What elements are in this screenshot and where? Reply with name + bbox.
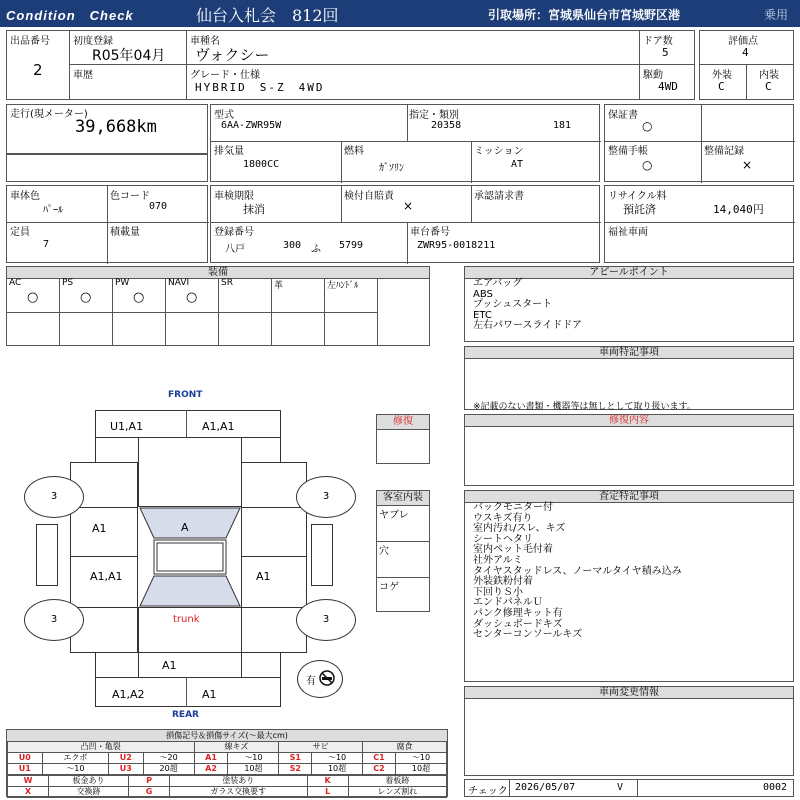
equipment-label: PW	[115, 278, 130, 288]
ext-value: C	[718, 80, 725, 93]
interior-hole: 穴	[379, 546, 389, 557]
door-fr	[241, 507, 307, 557]
drive-cell	[639, 64, 695, 100]
warranty-label: 保証書	[608, 110, 638, 121]
doors-value: 5	[662, 46, 669, 59]
ccode-label: 色コード	[110, 191, 150, 202]
check-number: 0002	[763, 782, 788, 793]
legend-code: U1	[8, 764, 43, 775]
disp-label: 排気量	[214, 146, 244, 157]
mirror-left	[36, 524, 58, 586]
ext-cell	[699, 64, 747, 100]
inspection-item: 外装鉄粉付着	[473, 576, 533, 588]
desig-value: 20358	[431, 120, 462, 131]
mileage-value: 39,668km	[75, 117, 157, 137]
legend-table	[7, 741, 447, 775]
tire-fr: 3	[296, 476, 356, 518]
legend-desc: ガラス交換要す	[170, 787, 308, 798]
roof-glass	[138, 506, 242, 608]
check-date: 2026/05/07	[515, 782, 576, 793]
hood-mark: A	[181, 521, 189, 534]
load-label: 積載量	[110, 227, 140, 238]
int-value: C	[765, 80, 772, 93]
recycle-fee: 14,040円	[713, 203, 764, 216]
legend-desc: 〜10	[42, 764, 108, 775]
legend-code: U3	[109, 764, 144, 775]
appeal-item: 左右パワースライドドア	[473, 320, 582, 331]
repair-content-panel	[464, 414, 794, 486]
legend-desc: 〜10	[312, 753, 363, 764]
manual-value: ○	[642, 158, 653, 172]
rear-corner-r	[241, 652, 281, 678]
inspection-item: シートヘタリ	[473, 533, 533, 545]
drive-value: 4WD	[658, 80, 678, 93]
legend-group: 凸凹・亀裂	[8, 742, 195, 753]
appeal-panel	[464, 266, 794, 342]
mileage-label: 走行(現メーター)	[10, 109, 88, 120]
car-name-value: ヴォクシー	[195, 46, 270, 64]
equipment-label: SR	[221, 278, 233, 288]
legend-desc: 10超	[312, 764, 363, 775]
appeal-item: ETC	[473, 309, 492, 321]
insur-value: ×	[403, 199, 414, 213]
equipment-value: ○	[27, 290, 39, 305]
legend-code: U2	[109, 753, 144, 764]
door-rr-mark: A1	[256, 570, 271, 583]
mileage-cell	[6, 104, 208, 154]
legend-desc: 〜20	[143, 753, 194, 764]
cap-label: 定員	[10, 227, 30, 238]
score-value: 4	[742, 46, 749, 59]
legend-desc: 〜10	[396, 753, 447, 764]
legend-code: C1	[363, 753, 396, 764]
grade-cell	[186, 64, 640, 100]
plate-number: 5799	[339, 240, 364, 251]
tire-fl: 3	[24, 476, 84, 518]
rear-label: REAR	[172, 710, 199, 720]
doors-label: ドア数	[643, 36, 673, 47]
inspection-item: 社外アルミ	[473, 554, 523, 566]
mileage-extra-cell	[6, 154, 208, 182]
legend-desc: 10超	[228, 764, 279, 775]
equipment-label: AC	[9, 278, 22, 288]
first-reg-label: 初度登録	[73, 36, 113, 47]
door-rl-mark: A1,A1	[90, 570, 123, 583]
auction-name: 仙台入札会 812回	[196, 6, 339, 25]
chassis-value: ZWR95-0018211	[417, 240, 496, 251]
equipment-value: ○	[133, 290, 145, 305]
legend-code: K	[307, 776, 348, 787]
tire-rr: 3	[296, 599, 356, 641]
legend-code: S1	[279, 753, 312, 764]
trunk-label: trunk	[173, 614, 200, 625]
inspection-item: センターコンソールキズ	[473, 629, 583, 641]
front-label: FRONT	[168, 390, 203, 400]
equipment-label: NAVI	[168, 278, 190, 288]
legend-code: A1	[194, 753, 228, 764]
legend-desc: 交換跡	[49, 787, 129, 798]
insur-label: 検付自賠責	[344, 191, 394, 202]
check-label: チェック	[468, 786, 508, 797]
front-right-mark: A1,A1	[202, 420, 235, 433]
appeal-item: プッシュスタート	[473, 299, 553, 310]
inspection-title: 査定特記事項	[465, 491, 793, 503]
spec-cell	[210, 104, 600, 182]
inspection-item: 室内汚れ/スレ、キズ	[473, 523, 566, 535]
special-title: 車両特記事項	[465, 347, 793, 359]
smoking-value: 有	[306, 676, 316, 687]
equipment-panel	[6, 266, 430, 346]
disp-value: 1800CC	[243, 159, 280, 170]
legend-code: W	[8, 776, 49, 787]
chassis-label: 車台番号	[410, 227, 450, 238]
tire-rl: 3	[24, 599, 84, 641]
legend-title: 損傷記号＆損傷サイズ(〜最大cm)	[7, 730, 447, 742]
legend-desc: 板金あり	[49, 776, 129, 787]
cap-value: 7	[43, 239, 50, 250]
legend-group: サビ	[279, 742, 363, 753]
door-fl-mark: A1	[92, 522, 107, 535]
docs-cell	[604, 104, 794, 182]
repair-content-title: 修復内容	[465, 415, 793, 427]
legend-code: S2	[279, 764, 312, 775]
front-left-mark: U1,A1	[110, 420, 144, 433]
inspection-item: パンク修理キット有	[473, 607, 563, 619]
lot-number: 2	[33, 61, 43, 79]
record-value: ×	[742, 158, 753, 172]
inspection-item: 下回りＳ小	[473, 586, 523, 598]
inspection-item: ウスキズ有り	[473, 512, 533, 524]
rear-left-mark: A1,A2	[112, 688, 145, 701]
color-cell	[6, 185, 208, 263]
legend-code: P	[129, 776, 170, 787]
appeal-title: アピールポイント	[465, 267, 793, 279]
appeal-list	[473, 279, 582, 332]
smoking-indicator	[297, 660, 343, 698]
equipment-value: ○	[186, 290, 198, 305]
vehicle-type: 乗用	[764, 8, 789, 22]
legend-table-2	[7, 775, 447, 798]
rear-center-mark: A1	[162, 659, 177, 672]
check-row	[464, 779, 794, 797]
welfare-label: 福祉車両	[608, 227, 648, 238]
appeal-item: エアバッグ	[473, 278, 523, 289]
legend-desc: 〜10	[228, 753, 279, 764]
score-label: 評価点	[728, 36, 758, 47]
header-bar	[0, 0, 800, 27]
interior-box	[376, 490, 430, 612]
legend-code: C2	[363, 764, 396, 775]
ccode-value: 070	[149, 201, 168, 212]
fender-fl-corner	[95, 437, 139, 463]
legend-code: X	[8, 787, 49, 798]
lot-label: 出品番号	[10, 36, 50, 47]
record-label: 整備記録	[704, 146, 744, 157]
equipment-label: 左ﾊﾝﾄﾞﾙ	[327, 281, 359, 291]
desig-label: 指定・類別	[409, 110, 459, 121]
drive-label: 駆動	[643, 70, 663, 81]
plate-area: 八戸	[225, 244, 245, 255]
inspection-item: タイヤスタッドレス、ノーマルタイヤ積み込み	[473, 565, 682, 577]
car-diagram	[0, 380, 460, 725]
first-reg-cell	[69, 30, 187, 65]
warranty-value: ○	[642, 119, 653, 133]
inspect-value: 抹消	[243, 203, 265, 216]
interior-label: 客室内装	[377, 491, 429, 506]
grade-value: HYBRID S-Z 4WD	[195, 81, 325, 94]
rear-corner-l	[95, 652, 139, 678]
equipment-label: 革	[274, 281, 284, 291]
inspect-label: 車検期限	[214, 191, 254, 202]
plate-label: 登録番号	[214, 227, 254, 238]
special-panel	[464, 346, 794, 410]
legend-desc: 塗装あり	[170, 776, 308, 787]
recycle-label: リサイクル料	[608, 191, 667, 202]
legend-code: A2	[194, 764, 228, 775]
legend-desc: 20超	[143, 764, 194, 775]
recycle-status: 預託済	[623, 203, 656, 216]
registration-cell	[210, 185, 600, 263]
int-label: 内装	[759, 70, 779, 81]
legend-group: 線キズ	[194, 742, 279, 753]
equipment-value: ○	[80, 290, 92, 305]
inspection-item: バックモニター付	[473, 502, 553, 513]
plate-class: 300	[283, 240, 302, 251]
model-value: 6AA-ZWR95W	[221, 120, 282, 131]
legend-code: G	[129, 787, 170, 798]
car-name-label: 車種名	[190, 36, 220, 47]
history-label: 車歴	[73, 70, 93, 81]
int-cell	[746, 64, 794, 100]
grade-label: グレード・仕様	[190, 70, 260, 81]
equipment-label: PS	[62, 278, 74, 288]
change-title: 車両変更情報	[465, 687, 793, 699]
mission-label: ミッション	[474, 146, 524, 157]
recycle-cell	[604, 185, 794, 263]
special-note: ※記載のない書類・機器等は無しとして取り扱います。	[473, 402, 696, 412]
interior-burn: コゲ	[379, 582, 399, 593]
legend-code: L	[307, 787, 348, 798]
class-value: 181	[553, 120, 572, 131]
car-name-cell	[186, 30, 640, 65]
rear-right-mark: A1	[202, 688, 217, 701]
fuel-value: ｶﾞｿﾘﾝ	[379, 163, 404, 174]
first-reg-value: R05年04月	[92, 48, 166, 64]
no-smoking-icon	[319, 670, 335, 686]
appeal-item: ABS	[473, 288, 493, 300]
inspection-item: 室内ペット毛付着	[473, 544, 553, 556]
repair-box	[376, 414, 430, 464]
score-cell	[699, 30, 794, 65]
interior-tear: ヤブレ	[379, 510, 409, 521]
model-label: 型式	[214, 110, 234, 121]
approval-label: 承認請求書	[474, 191, 524, 202]
equipment-title: 装備	[7, 267, 429, 279]
lot-cell	[6, 30, 70, 100]
door-rr	[241, 556, 307, 608]
mission-value: AT	[511, 159, 524, 170]
manual-label: 整備手帳	[608, 146, 648, 157]
inspection-list	[473, 503, 682, 641]
plate-kana: ふ	[311, 244, 321, 255]
repair-label: 修復	[377, 415, 429, 430]
pickup-location: 引取場所：宮城県仙台市宮城野区港	[488, 8, 681, 22]
color-value: ﾊﾟｰﾙ	[43, 205, 63, 216]
legend-desc: エクボ	[42, 753, 108, 764]
inspection-item: ダッシュボードキズ	[473, 618, 563, 630]
legend-desc: レンズ割れ	[348, 787, 446, 798]
inspection-item: エンドパネルＵ	[473, 597, 543, 609]
inspection-panel	[464, 490, 794, 682]
mirror-right	[311, 524, 333, 586]
fender-fr-corner	[241, 437, 281, 463]
ext-label: 外装	[712, 70, 732, 81]
color-label: 車体色	[10, 191, 40, 202]
history-cell	[69, 64, 187, 100]
damage-legend	[6, 729, 448, 797]
rear-panel	[138, 652, 242, 678]
hood-panel	[138, 437, 242, 507]
legend-desc: 着板跡	[348, 776, 446, 787]
fuel-label: 燃料	[344, 146, 364, 157]
check-mark: V	[617, 782, 624, 793]
sheet-title: Condition Check	[6, 8, 134, 23]
doors-cell	[639, 30, 695, 65]
legend-code: U0	[8, 753, 43, 764]
change-panel	[464, 686, 794, 776]
legend-group: 腐食	[363, 742, 447, 753]
legend-desc: 10超	[396, 764, 447, 775]
